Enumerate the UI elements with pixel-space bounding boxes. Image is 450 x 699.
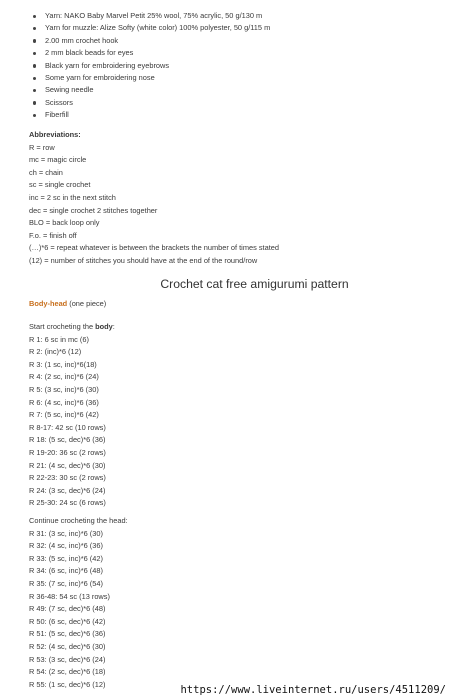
pattern-row: R 8-17: 42 sc (10 rows) bbox=[29, 422, 106, 432]
pattern-row: R 25-30: 24 sc (6 rows) bbox=[29, 498, 106, 508]
abbreviations-title: Abbreviations: bbox=[29, 130, 81, 139]
part-note: (one piece) bbox=[67, 299, 107, 308]
list-item: Yarn: NAKO Baby Marvel Petit 25% wool, 75% acrylic, 50 g/130 m bbox=[33, 10, 270, 22]
abbreviation-item: R = row bbox=[29, 142, 55, 152]
pattern-row: R 54: (2 sc, dec)*6 (18) bbox=[29, 667, 106, 677]
pattern-row: R 52: (4 sc, dec)*6 (30) bbox=[29, 641, 106, 651]
pattern-row: R 53: (3 sc, dec)*6 (24) bbox=[29, 654, 106, 664]
part-heading bbox=[29, 298, 106, 311]
abbreviation-item: dec = single crochet 2 stitches together bbox=[29, 205, 158, 215]
abbreviation-item: (12) = number of stitches you should have at the end of the round/row bbox=[29, 255, 258, 265]
pattern-row: R 55: (1 sc, dec)*6 (12) bbox=[29, 679, 106, 689]
list-item: Fiberfill bbox=[33, 109, 270, 121]
pattern-row: R 31: (3 sc, inc)*6 (30) bbox=[29, 528, 103, 538]
pattern-row: R 2: (inc)*6 (12) bbox=[29, 347, 82, 357]
list-item: Some yarn for embroidering nose bbox=[33, 72, 270, 84]
head-section bbox=[29, 515, 128, 691]
pattern-row: R 6: (4 sc, inc)*6 (36) bbox=[29, 397, 99, 407]
abbreviation-item: ch = chain bbox=[29, 167, 63, 177]
pattern-row: R 1: 6 sc in mc (6) bbox=[29, 334, 89, 344]
pattern-row: R 36-48: 54 sc (13 rows) bbox=[29, 591, 110, 601]
pattern-row: R 51: (5 sc, dec)*6 (36) bbox=[29, 629, 106, 639]
pattern-row: R 34: (6 sc, inc)*6 (48) bbox=[29, 566, 103, 576]
abbreviation-item: (…)*6 = repeat whatever is between the brackets the number of times stated bbox=[29, 243, 279, 253]
body-intro-bold: body bbox=[95, 322, 113, 331]
list-item: Yarn for muzzle: Alize Softy (white color) 100% polyester, 50 g/115 m bbox=[33, 22, 270, 34]
abbreviation-item: F.o. = finish off bbox=[29, 230, 77, 240]
list-item: 2 mm black beads for eyes bbox=[33, 47, 270, 59]
abbreviation-item: BLO = back loop only bbox=[29, 218, 100, 228]
pattern-row: R 21: (4 sc, dec)*6 (30) bbox=[29, 460, 106, 470]
body-section bbox=[29, 321, 115, 510]
body-intro: Start crocheting the body: bbox=[29, 322, 115, 331]
pattern-row: R 3: (1 sc, inc)*6(18) bbox=[29, 359, 97, 369]
pattern-row: R 5: (3 sc, inc)*6 (30) bbox=[29, 384, 99, 394]
abbreviation-item: mc = magic circle bbox=[29, 155, 87, 165]
abbreviations-section bbox=[29, 129, 279, 268]
part-name: Body-head bbox=[29, 299, 68, 308]
abbreviation-item: inc = 2 sc in the next stitch bbox=[29, 192, 116, 202]
pattern-row: R 35: (7 sc, inc)*6 (54) bbox=[29, 578, 103, 588]
pattern-title: Crochet cat free amigurumi pattern bbox=[160, 277, 349, 291]
list-item: Sewing needle bbox=[33, 84, 270, 96]
pattern-row: R 19-20: 36 sc (2 rows) bbox=[29, 447, 106, 457]
list-item: 2.00 mm crochet hook bbox=[33, 35, 270, 47]
abbreviation-item: sc = single crochet bbox=[29, 180, 91, 190]
pattern-row: R 24: (3 sc, dec)*6 (24) bbox=[29, 485, 106, 495]
pattern-row: R 22-23: 30 sc (2 rows) bbox=[29, 473, 106, 483]
pattern-row: R 33: (5 sc, inc)*6 (42) bbox=[29, 553, 103, 563]
pattern-row: R 49: (7 sc, dec)*6 (48) bbox=[29, 604, 106, 614]
source-url: https://www.liveinternet.ru/users/4511209/ bbox=[180, 684, 446, 696]
pattern-row: R 18: (5 sc, dec)*6 (36) bbox=[29, 435, 106, 445]
list-item: Black yarn for embroidering eyebrows bbox=[33, 60, 270, 72]
pattern-row: R 7: (5 sc, inc)*6 (42) bbox=[29, 410, 99, 420]
list-item: Scissors bbox=[33, 97, 270, 109]
head-intro: Continue crocheting the head: bbox=[29, 516, 128, 525]
pattern-row: R 50: (6 sc, dec)*6 (42) bbox=[29, 616, 106, 626]
pattern-row: R 4: (2 sc, inc)*6 (24) bbox=[29, 372, 99, 382]
materials-list bbox=[33, 10, 270, 122]
pattern-row: R 32: (4 sc, inc)*6 (36) bbox=[29, 541, 103, 551]
head-intro-word: head bbox=[109, 516, 126, 525]
